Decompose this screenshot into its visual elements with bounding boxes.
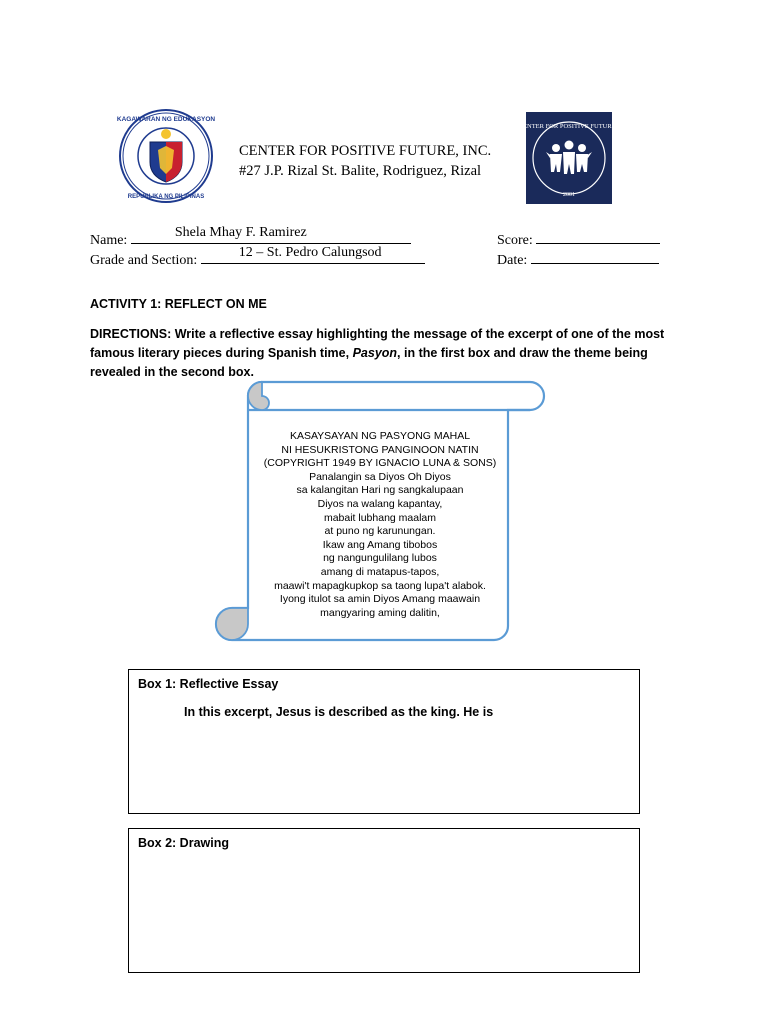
name-field[interactable] bbox=[131, 225, 411, 244]
poem-line: Iyong itulot sa amin Diyos Amang maawain bbox=[279, 593, 481, 606]
poem-line: Diyos na walang kapantay, bbox=[317, 497, 443, 510]
poem-line: NI HESUKRISTONG PANGINOON NATIN bbox=[281, 443, 479, 456]
poem-line: (COPYRIGHT 1949 BY IGNACIO LUNA & SONS) bbox=[263, 457, 497, 470]
grade-field[interactable] bbox=[201, 245, 425, 264]
poem-line: sa kalangitan Hari ng sangkalupaan bbox=[296, 484, 464, 497]
deped-seal-logo bbox=[118, 108, 214, 204]
poem-text bbox=[250, 430, 510, 620]
grade-row bbox=[90, 245, 425, 271]
date-row bbox=[497, 248, 659, 271]
drawing-box[interactable] bbox=[128, 828, 640, 973]
reflective-essay-box[interactable] bbox=[128, 669, 640, 814]
directions-label: DIRECTIONS: bbox=[90, 327, 172, 341]
svg-text:REPUBLIKA NG PILIPINAS: REPUBLIKA NG PILIPINAS bbox=[127, 194, 205, 200]
score-label: Score: bbox=[497, 233, 533, 248]
org-address: #27 J.P. Rizal St. Balite, Rodriguez, Rizal bbox=[239, 163, 482, 179]
poem-line: Ikaw ang Amang tibobos bbox=[322, 538, 438, 551]
poem-line: mabait lubhang maalam bbox=[323, 511, 437, 524]
score-field[interactable] bbox=[536, 228, 660, 244]
poem-line: ng nangungulilang lubos bbox=[323, 552, 437, 565]
grade-label: Grade and Section: bbox=[90, 253, 198, 268]
poem-line: Panalangin sa Diyos Oh Diyos bbox=[309, 470, 451, 483]
box2-title: Box 2: Drawing bbox=[138, 836, 229, 850]
poem-line: mangyaring aming dalitin, bbox=[320, 606, 440, 619]
name-label: Name: bbox=[90, 233, 128, 248]
box1-title: Box 1: Reflective Essay bbox=[138, 677, 279, 691]
directions-text-2: , in the first box and draw the theme being revealed in the second box. bbox=[90, 346, 648, 379]
grade-value: 12 – St. Pedro Calungsod bbox=[238, 245, 382, 260]
poem-line: KASAYSAYAN NG PASYONG MAHAL bbox=[289, 430, 471, 442]
cpf-logo bbox=[518, 112, 620, 204]
svg-text:2001: 2001 bbox=[563, 192, 575, 198]
directions-italic: Pasyon bbox=[352, 346, 398, 360]
date-label: Date: bbox=[497, 253, 528, 268]
directions bbox=[90, 325, 690, 382]
activity-title: ACTIVITY 1: REFLECT ON ME bbox=[90, 297, 267, 311]
svg-text:KAGAWARAN NG EDUKASYON: KAGAWARAN NG EDUKASYON bbox=[116, 116, 216, 123]
essay-text: In this excerpt, Jesus is described as the king. He is bbox=[184, 705, 494, 719]
poem-line: at puno ng karunungan. bbox=[324, 525, 436, 538]
date-field[interactable] bbox=[531, 248, 659, 264]
svg-text:CENTER FOR POSITIVE FUTURES: CENTER FOR POSITIVE FUTURES bbox=[518, 123, 620, 130]
directions-text-1: Write a reflective essay highlighting the message of the excerpt of one of the most famous literary pieces during Spanish time, bbox=[90, 327, 665, 360]
poem-line: amang di matapus-tapos, bbox=[320, 565, 440, 578]
poem-line: maawi't mapagkupkop sa taong lupa't alabok. bbox=[274, 579, 486, 592]
org-name: CENTER FOR POSITIVE FUTURE, INC. bbox=[239, 143, 492, 159]
name-value: Shela Mhay F. Ramirez bbox=[174, 225, 307, 240]
